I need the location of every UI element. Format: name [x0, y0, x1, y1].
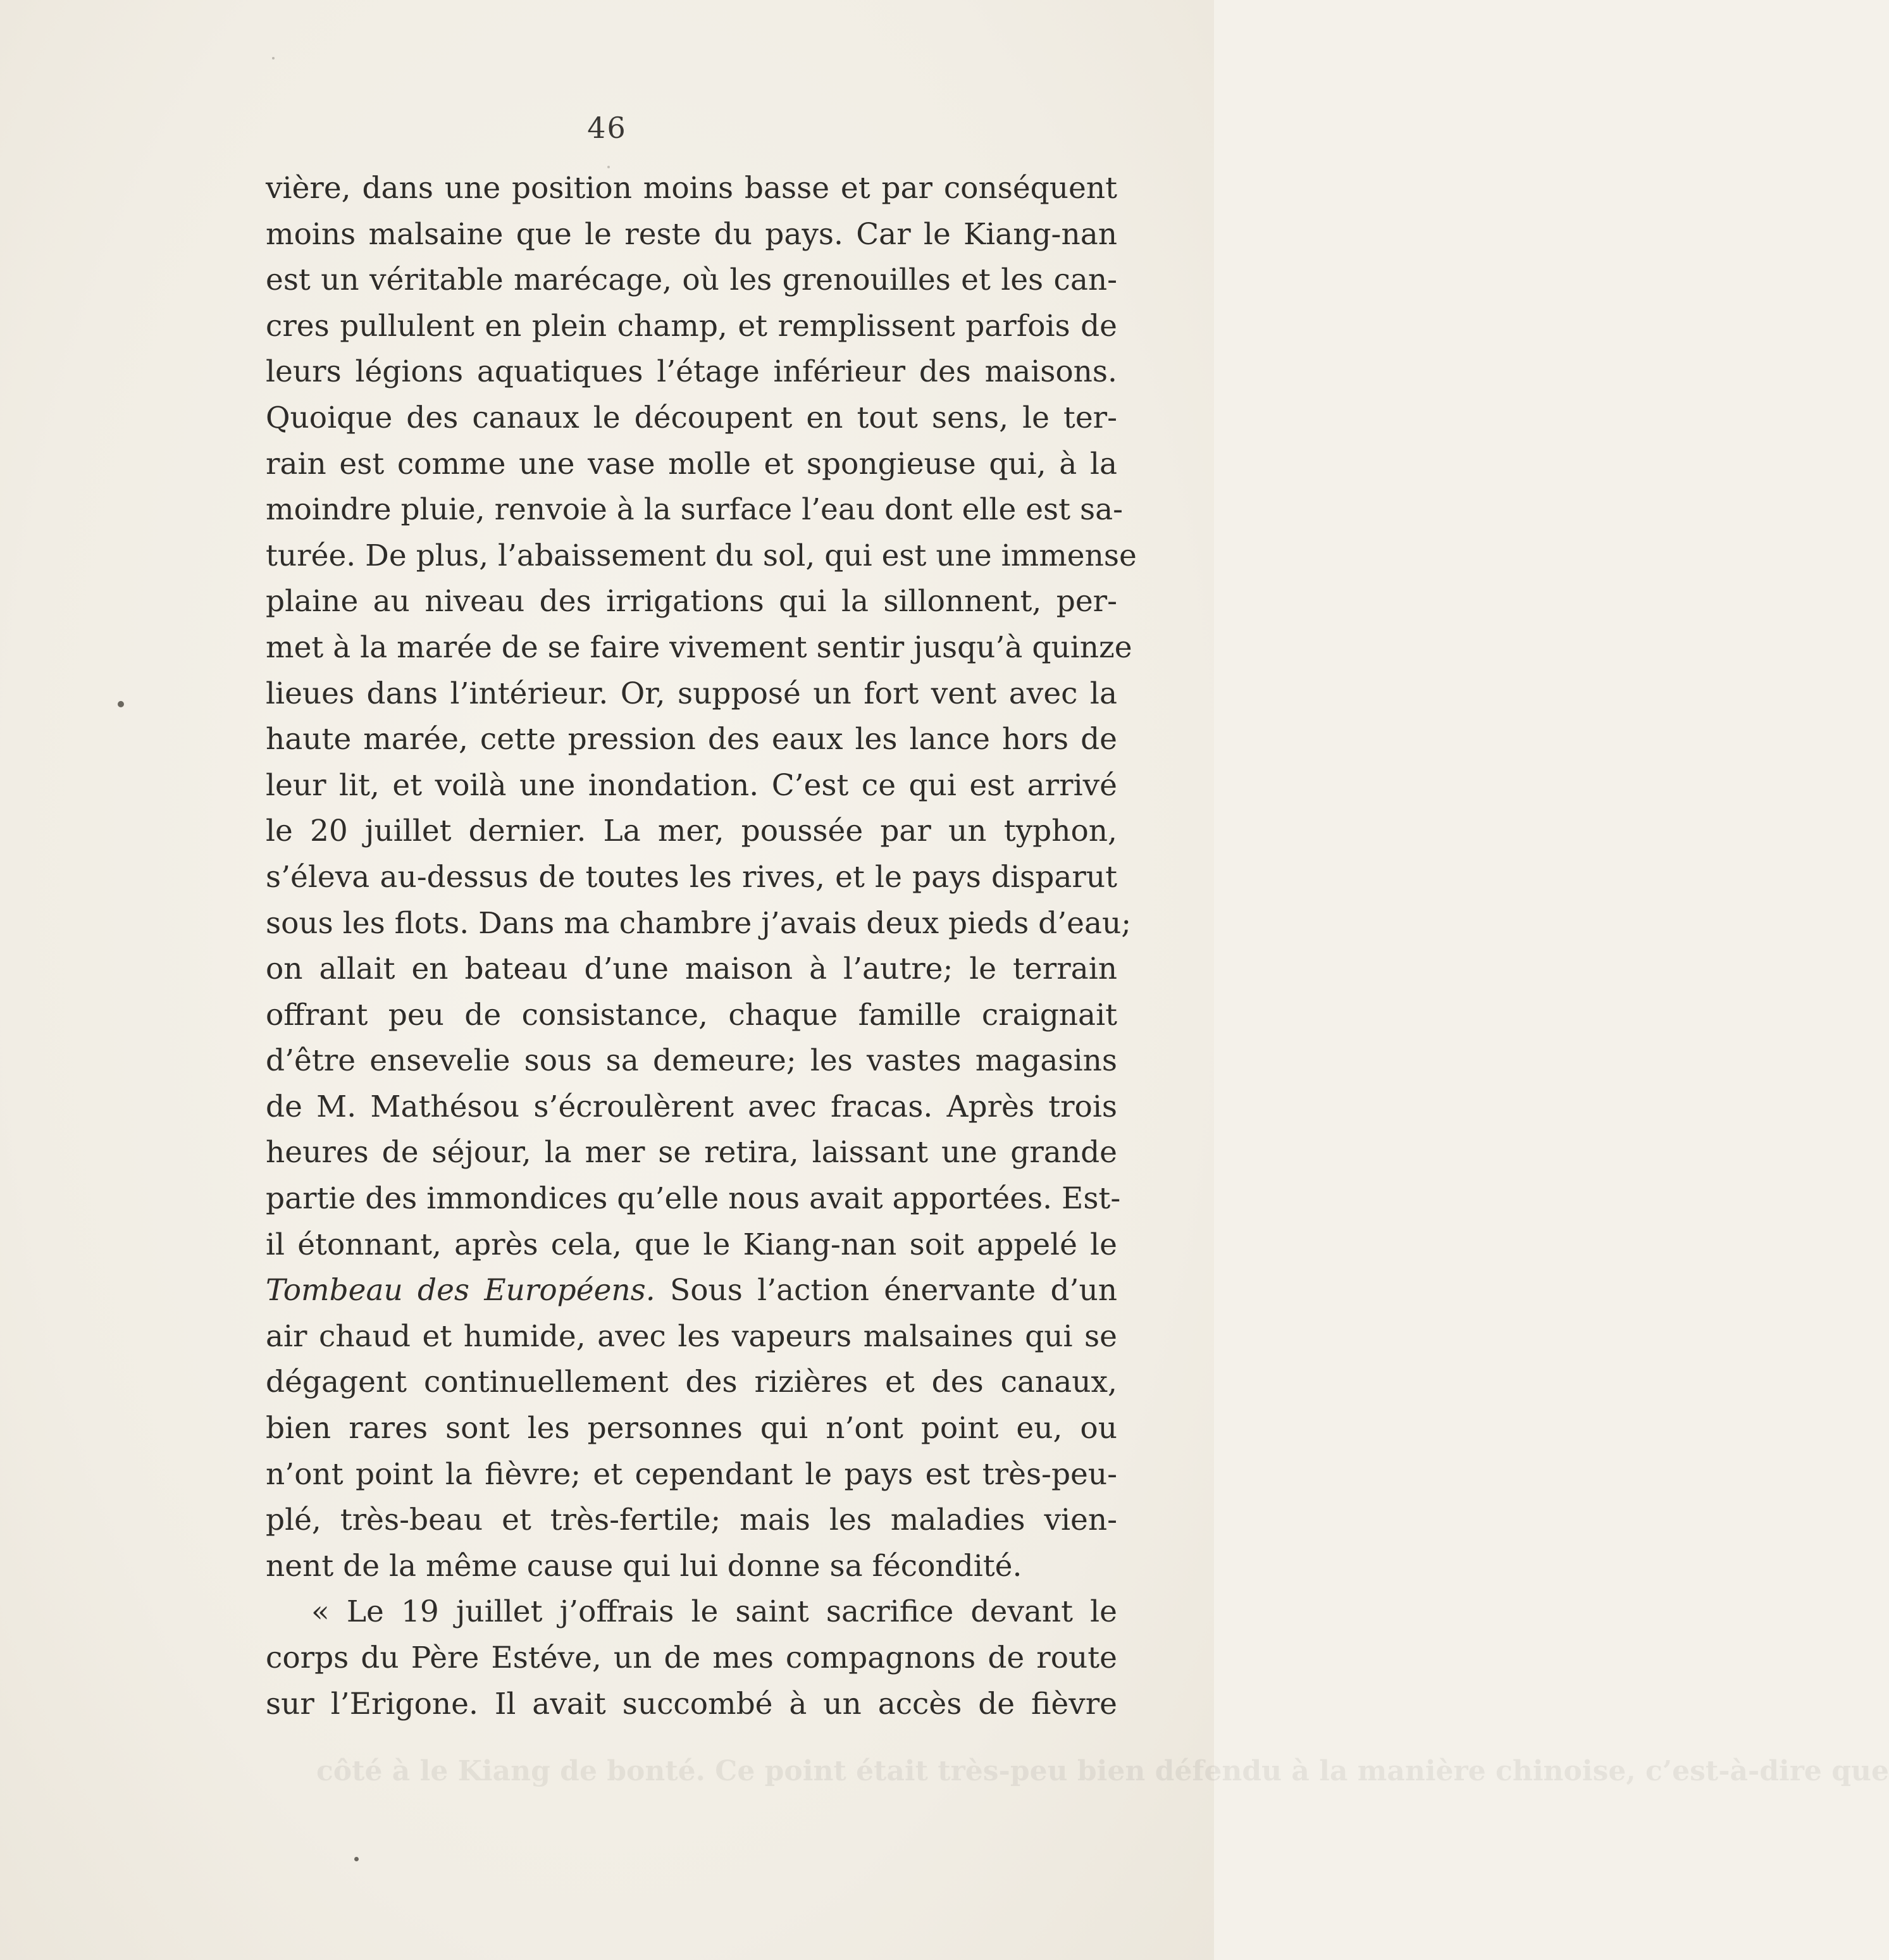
- text-line: le 20 juillet dernier. La mer, poussée par un typhon,: [266, 814, 1117, 849]
- text-line: offrant peu de consistance, chaque famille craignait: [266, 997, 1117, 1033]
- text-line: on allait en bateau d’une maison à l’autre; le terrain: [266, 952, 1117, 987]
- text-line: sous les flots. Dans ma chambre j’avais deux pieds d’eau;: [266, 905, 1132, 941]
- paper-speck: [272, 57, 275, 59]
- italic-phrase: Tombeau des Européens.: [266, 1273, 655, 1308]
- text-line: n’ont point la fièvre; et cependant le pays est très-peu-: [266, 1456, 1117, 1492]
- paper-speck: [354, 1857, 359, 1861]
- body-text: [266, 166, 1137, 1727]
- text-line: moins malsaine que le reste du pays. Car le Kiang-nan: [266, 216, 1117, 252]
- text-line: dégagent continuellement des rizières et des canaux,: [266, 1365, 1117, 1400]
- page-number: 46: [587, 111, 627, 145]
- text-line: met à la marée de se faire vivement sentir jusqu’à quinze: [266, 630, 1132, 665]
- text-line: d’être ensevelie sous sa demeure; les vastes magasins: [266, 1043, 1117, 1079]
- text-line: haute marée, cette pression des eaux les lance hors de: [266, 722, 1117, 757]
- text-line: de M. Mathésou s’écroulèrent avec fracas. Après trois: [266, 1089, 1117, 1124]
- text-line: est un véritable marécage, où les grenouilles et les can-: [266, 263, 1117, 298]
- text-line: nent de la même cause qui lui donne sa fécondité.: [266, 1548, 1022, 1584]
- text-line: air chaud et humide, avec les vapeurs malsaines qui se: [266, 1318, 1117, 1354]
- text-after-italic: Sous l’action énervante d’un: [655, 1273, 1118, 1308]
- text-line: vière, dans une position moins basse et par conséquent: [266, 171, 1117, 206]
- text-line-with-italic: [266, 1268, 1117, 1314]
- text-line: lieues dans l’intérieur. Or, supposé un fort vent avec la: [266, 676, 1117, 711]
- paper-speck: [118, 701, 124, 707]
- text-line: moindre pluie, renvoie à la surface l’eau dont elle est sa-: [266, 492, 1123, 528]
- text-line: leur lit, et voilà une inondation. C’est ce qui est arrivé: [266, 767, 1117, 803]
- text-line: leurs légions aquatiques l’étage inférieur des maisons.: [266, 354, 1117, 390]
- text-line: il étonnant, après cela, que le Kiang-nan soit appelé le: [266, 1227, 1117, 1262]
- text-line: plé, très-beau et très-fertile; mais les maladies vien-: [266, 1503, 1117, 1538]
- text-line: bien rares sont les personnes qui n’ont point eu, ou: [266, 1411, 1117, 1446]
- text-line: partie des immondices qu’elle nous avait apportées. Est-: [266, 1181, 1121, 1217]
- text-line: heures de séjour, la mer se retira, laissant une grande: [266, 1135, 1117, 1170]
- text-line: rain est comme une vase molle et spongieuse qui, à la: [266, 446, 1117, 481]
- text-line: sur l’Erigone. Il avait succombé à un accès de fièvre: [266, 1686, 1117, 1721]
- text-line: Quoique des canaux le découpent en tout sens, le ter-: [266, 400, 1117, 435]
- paragraph-start-line: « Le 19 juillet j’offrais le saint sacrifice devant le: [311, 1594, 1117, 1630]
- text-line: s’éleva au-dessus de toutes les rives, et le pays disparut: [266, 859, 1117, 895]
- text-line: corps du Père Estéve, un de mes compagnons de route: [266, 1641, 1117, 1675]
- text-line: plaine au niveau des irrigations qui la sillonnent, per-: [266, 584, 1117, 619]
- paper-speck: [607, 166, 610, 168]
- text-line: turée. De plus, l’abaissement du sol, qui est une immense: [266, 538, 1137, 573]
- text-line: cres pullulent en plein champ, et remplissent parfois de: [266, 308, 1117, 344]
- bleed-through-text: côté à le Kiang de bonté. Ce point était très-peu bien défendu à la manière chinoise, c’est-à-dire que: [316, 1755, 1889, 1787]
